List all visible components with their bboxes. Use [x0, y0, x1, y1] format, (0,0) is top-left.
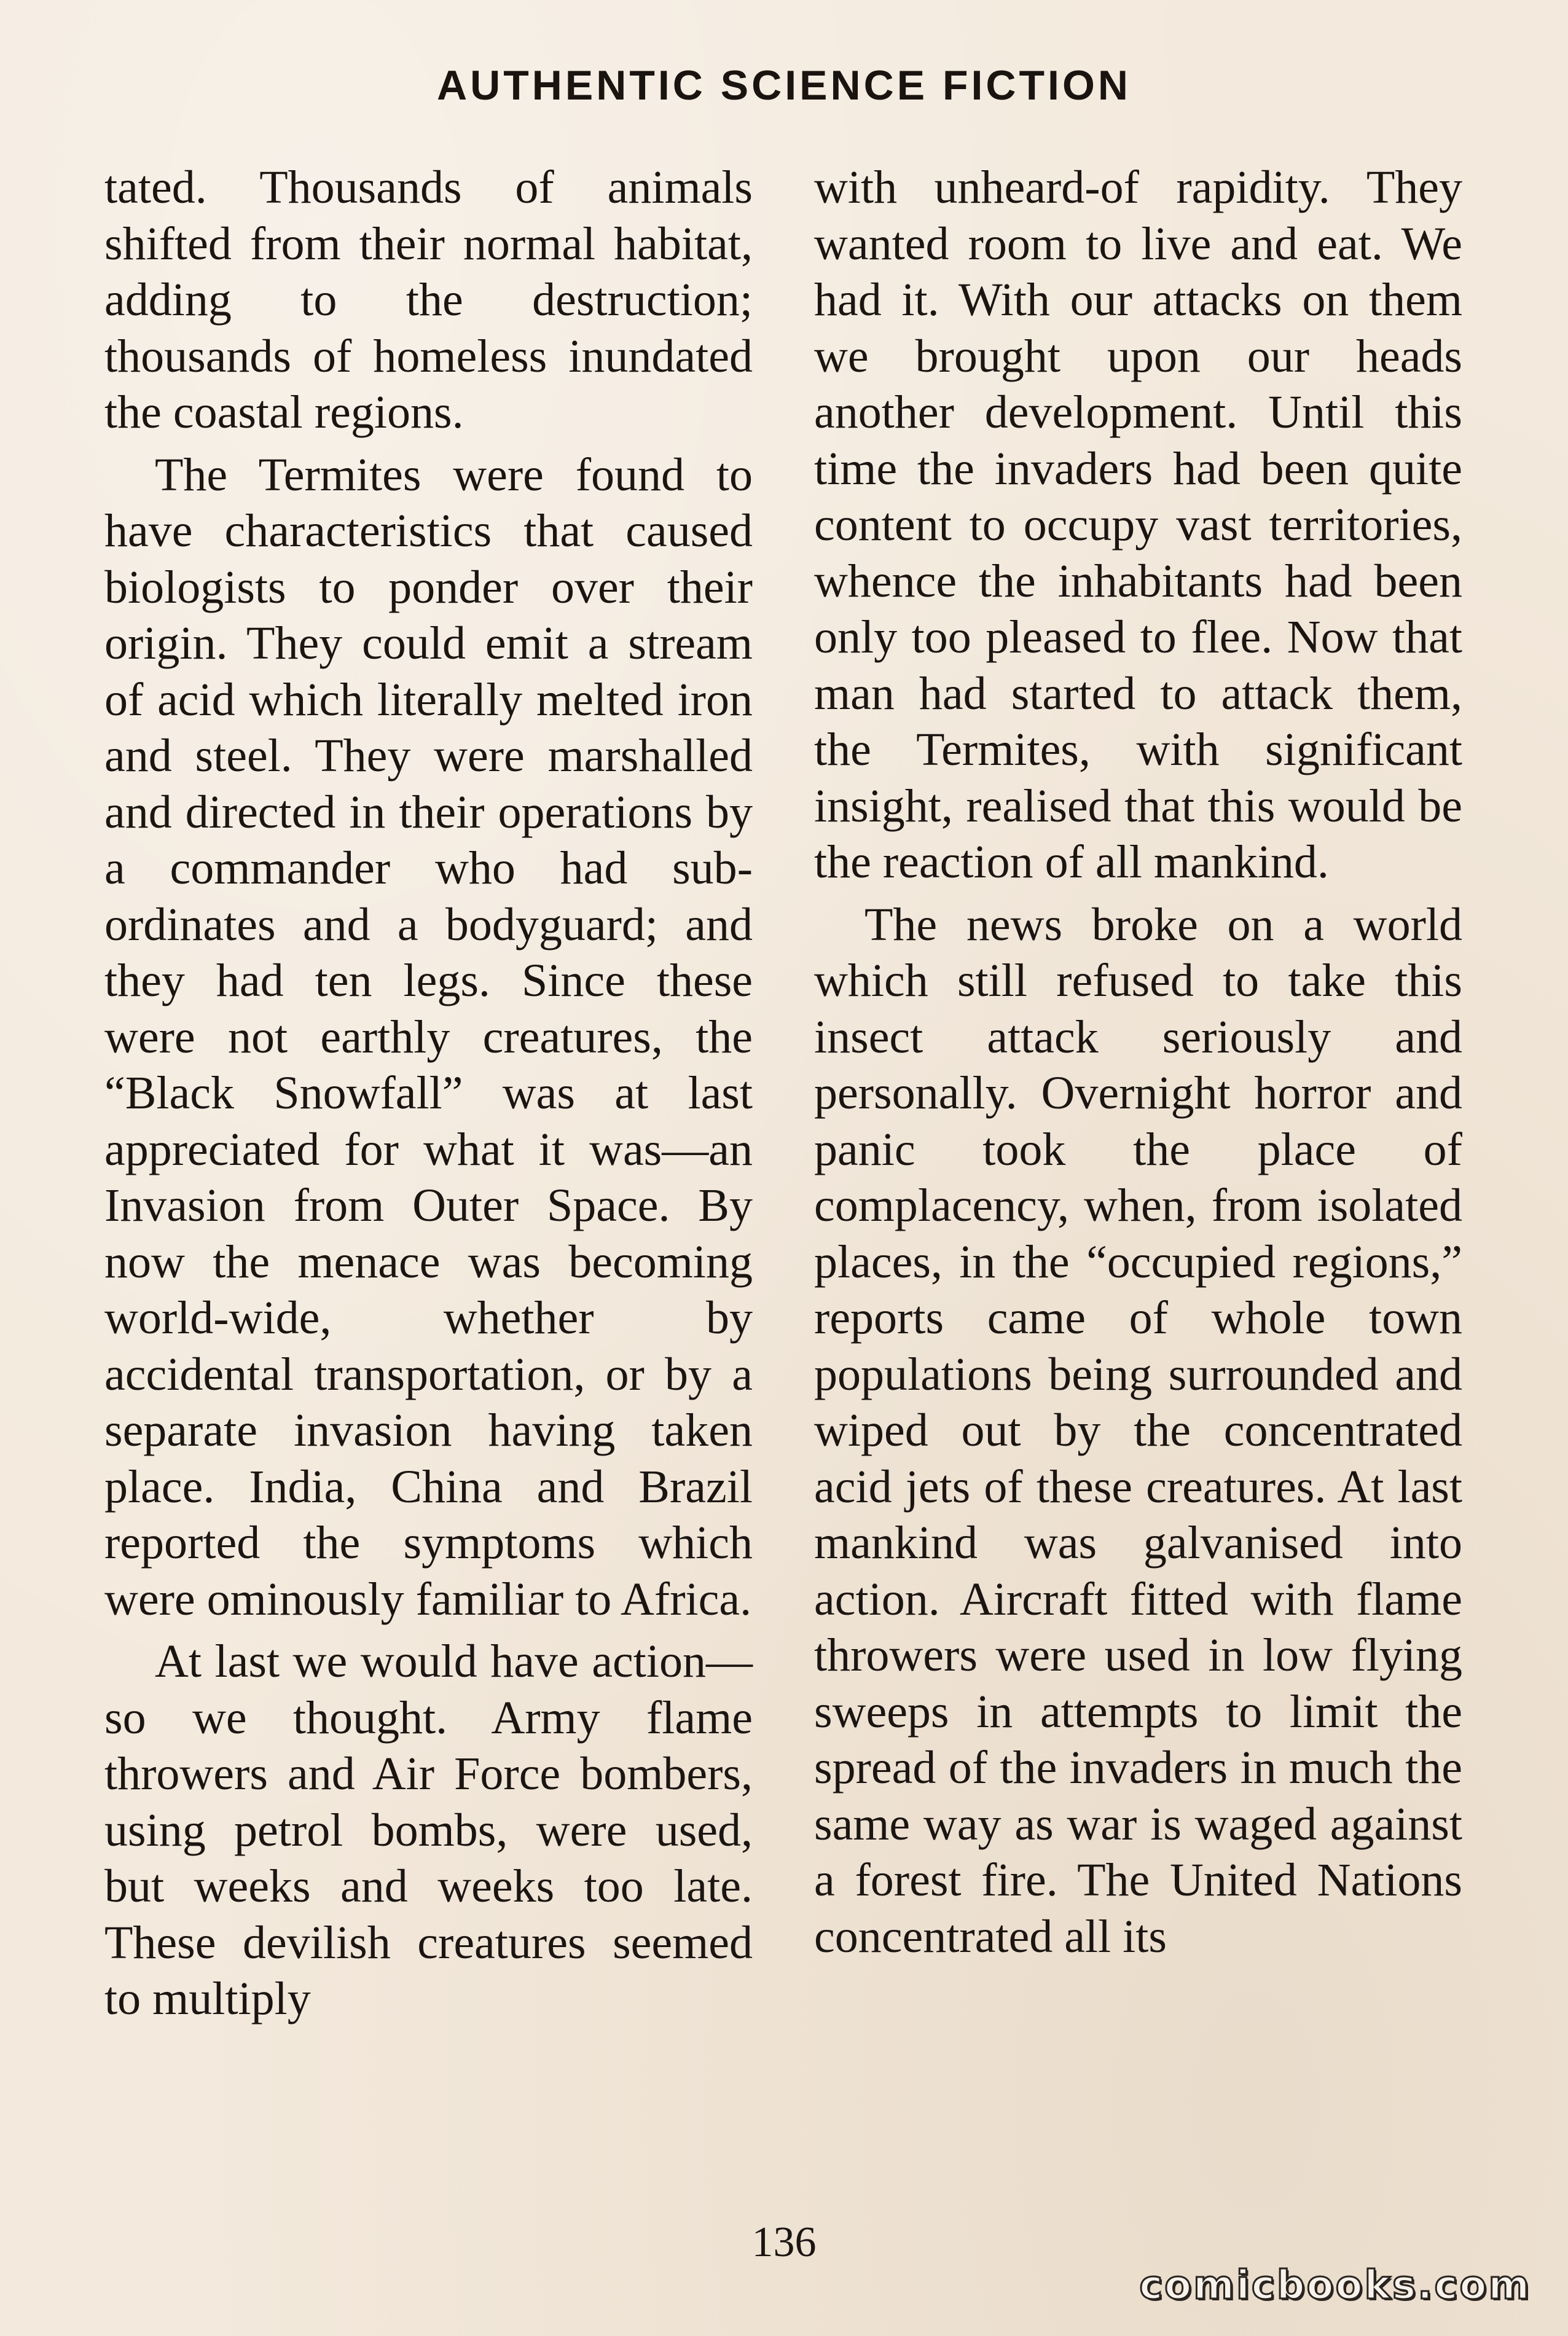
- left-column: [104, 160, 753, 2028]
- page-number: 136: [751, 2219, 817, 2266]
- right-paragraph-1: with unheard-of rapidity. They wanted room to live and eat. We had it. With our attacks on them we brought upon our heads another development. Until this time the invaders had been quite content to occupy vast territories, whence the inhabitants had been only too pleased to flee. Now that man had started to attack them, the Termites, with significant insight, realised that this would be the reaction of all mankind.: [814, 162, 1462, 888]
- text-columns: [104, 160, 1462, 2028]
- running-head: AUTHENTIC SCIENCE FICTION: [437, 62, 1131, 109]
- left-paragraph-1: tated. Thousands of animals shifted from their normal habitat, adding to the destruction; thousands of homeless inundated the coastal regions.: [104, 162, 753, 438]
- right-paragraph-2: The news broke on a world which still refused to take this insect attack seriously and personally. Overnight horror and panic took the place of complacency, when, from isolated places, in the “occupied regions,” reports came of whole town populations being surrounded and wiped out by the concentrated acid jets of these creatures. At last mankind was galvanised into action. Aircraft fitted with flame throwers were used in low flying sweeps in attempts to limit the spread of the invaders in much the same way as war is waged against a forest fire. The United Nations concentrated all its: [814, 898, 1462, 1962]
- right-column: [814, 160, 1462, 2028]
- left-paragraph-2: The Termites were found to have characteristics that caused biologists to ponder over their origin. They could emit a stream of acid which literally melted iron and steel. They were marshalled and directed in their operations by a commander who had subordinates and a bodyguard; and they had ten legs. Since these were not earthly creatures, the “Black Snowfall” was at last appreciated for what it was—an Invasion from Outer Space. By now the menace was becoming world-wide, whether by accidental transportation, or by a separate invasion having taken place. India, China and Brazil reported the symptoms which were ominously familiar to Africa.: [104, 449, 753, 1625]
- watermark-logo: comicbooks.com: [1139, 2263, 1531, 2308]
- left-paragraph-3: At last we would have action—so we thought. Army flame throwers and Air Force bombers, using petrol bombs, were used, but weeks and weeks too late. These devilish creatures seemed to multiply: [104, 1636, 753, 2024]
